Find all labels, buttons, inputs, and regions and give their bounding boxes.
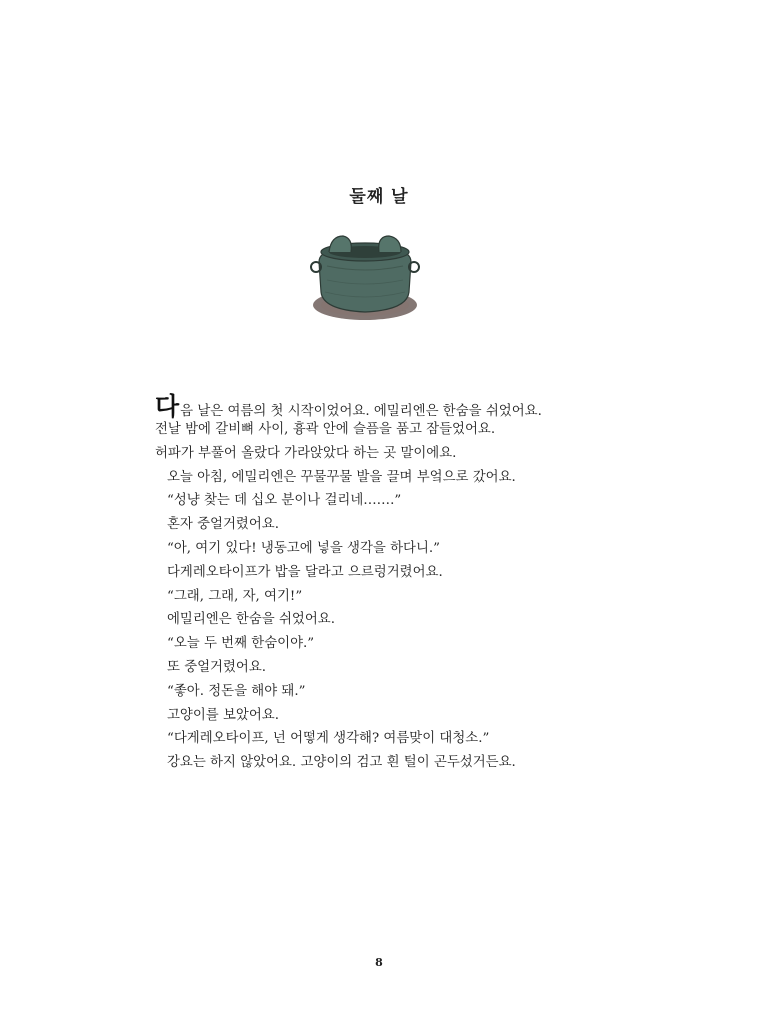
cauldron-illustration xyxy=(305,222,425,334)
text-line: 혼자 중얼거렸어요. xyxy=(167,517,279,533)
paragraph-first-line xyxy=(155,392,575,421)
text-line: 허파가 부풀어 올랐다 가라앉았다 하는 곳 말이에요. xyxy=(155,445,457,461)
text-line: 다게레오타이프가 밥을 달라고 으르렁거렸어요. xyxy=(167,564,443,580)
pot-handle-right xyxy=(379,236,401,252)
text-line: “성냥 찾는 데 십오 분이나 걸리네…….” xyxy=(167,493,402,509)
pot-handle-left xyxy=(329,236,351,252)
text-line: “다게레오타이프, 넌 어떻게 생각해? 여름맞이 대청소.” xyxy=(167,731,490,747)
text-line: 오늘 아침, 에밀리엔은 꾸물꾸물 발을 끌며 부엌으로 갔어요. xyxy=(167,469,516,485)
drop-cap: 다 xyxy=(155,392,180,421)
text-line: 강요는 하지 않았어요. 고양이의 검고 흰 털이 곤두섰거든요. xyxy=(167,755,516,771)
text-line: “아, 여기 있다! 냉동고에 넣을 생각을 하다니.” xyxy=(167,540,441,556)
text-line: “좋아. 정돈을 해야 돼.” xyxy=(167,683,306,699)
text-line: 에밀리엔은 한숨을 쉬었어요. xyxy=(167,612,335,628)
text-line: 전날 밤에 갈비뼈 사이, 흉곽 안에 슬픔을 품고 잠들었어요. xyxy=(155,422,496,437)
cauldron-pot-icon xyxy=(305,222,425,334)
text-line: 또 중얼거렸어요. xyxy=(167,659,267,675)
chapter-title: 둘째 날 xyxy=(349,187,409,207)
first-line-text: 음 날은 여름의 첫 시작이었어요. 에밀리엔은 한숨을 쉬었어요. xyxy=(180,404,542,419)
page-number: 8 xyxy=(375,956,383,969)
story-text xyxy=(155,392,575,775)
text-line: “그래, 그래, 자, 여기!” xyxy=(167,588,303,604)
text-line: 고양이를 보았어요. xyxy=(167,707,279,723)
text-line: “오늘 두 번째 한숨이야.” xyxy=(167,636,315,652)
